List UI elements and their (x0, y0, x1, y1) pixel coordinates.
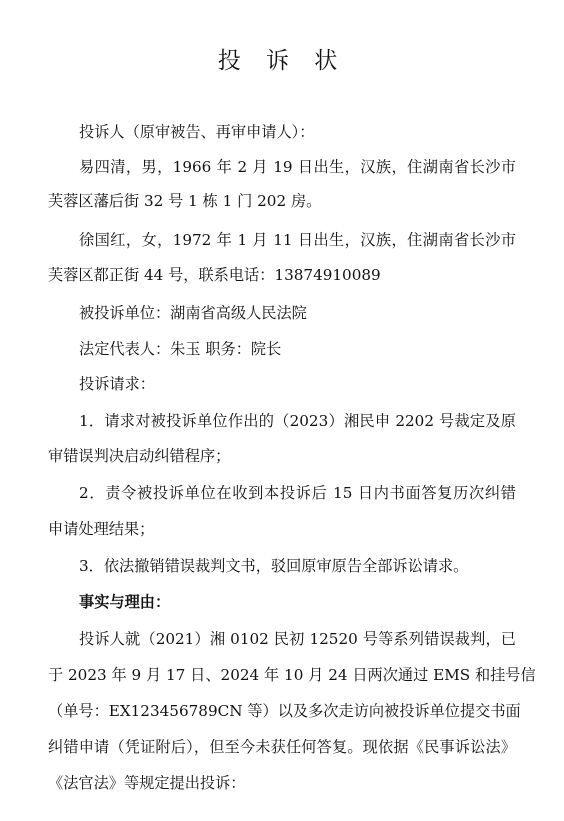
facts-header: 事实与理由： (79, 593, 171, 611)
facts-line-1: 投诉人就（2021）湘 0102 民初 12520 号等系列错误裁判，已 (79, 630, 516, 648)
requests-header: 投诉请求： (79, 375, 155, 393)
request-1-line-1: 1．请求对被投诉单位作出的（2023）湘民申 2202 号裁定及原 (79, 412, 516, 430)
complainant-1-line-1: 易四清，男，1966 年 2 月 19 日出生，汉族，住湖南省长沙市 (79, 158, 516, 176)
complainant-header: 投诉人（原审被告、再审申请人）： (79, 123, 315, 141)
respondent-line: 被投诉单位：湖南省高级人民法院 (79, 304, 307, 322)
complainant-1-line-2: 芙蓉区藩后街 32 号 1 栋 1 门 202 房。 (48, 192, 322, 210)
facts-line-4: 纠错申请（凭证附后），但至今未获任何答复。现依据《民事诉讼法》 (48, 738, 516, 756)
request-2-line-2: 申请处理结果； (48, 520, 155, 538)
complainant-2-line-1: 徐国红，女，1972 年 1 月 11 日出生，汉族，住湖南省长沙市 (79, 231, 516, 249)
facts-line-2: 于 2023 年 9 月 17 日、2024 年 10 月 24 日两次通过 EMS 和挂号信 (48, 666, 536, 684)
document-title: 投 诉 状 (217, 48, 347, 74)
request-2-line-1: 2．责令被投诉单位在收到本投诉后 15 日内书面答复历次纠错 (79, 484, 516, 502)
complainant-2-line-2: 芙蓉区都正街 44 号，联系电话：13874910089 (48, 266, 381, 284)
facts-line-3: （单号：EX123456789CN 等）以及多次走访向被投诉单位提交书面 (48, 702, 521, 720)
request-3-line: 3．依法撤销错误裁判文书，驳回原审原告全部诉讼请求。 (79, 557, 469, 575)
facts-line-5: 《法官法》等规定提出投诉： (48, 774, 246, 792)
legal-representative-line: 法定代表人：朱玉 职务：院长 (79, 340, 282, 358)
request-1-line-2: 审错误判决启动纠错程序； (48, 447, 231, 465)
